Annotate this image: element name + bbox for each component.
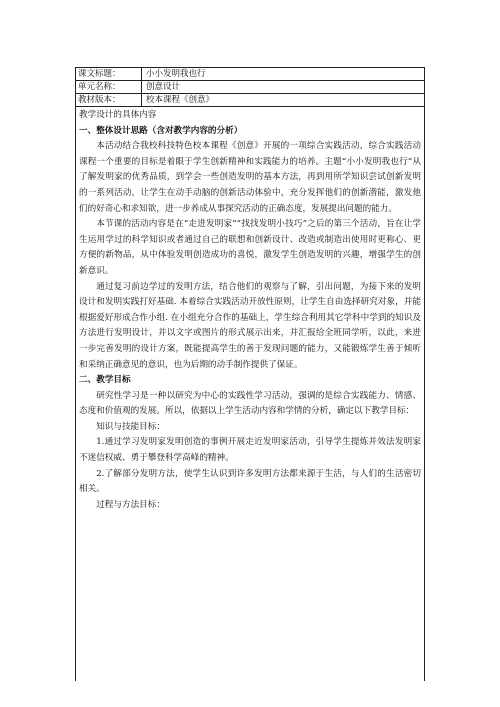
meta-row-title bbox=[76, 68, 424, 81]
content-intro: 教学设计的具体内容 bbox=[79, 110, 157, 120]
goal-item: 2.了解部分发明方法，使学生认识到许多发明方法都来源于生活，与人们的生活密切相关。 bbox=[79, 468, 421, 495]
meta-label: 单元名称： bbox=[76, 81, 142, 93]
meta-label: 课文标题： bbox=[76, 68, 142, 80]
meta-value: 校本课程《创意》 bbox=[146, 95, 215, 105]
section-heading-design: 一、整体设计思路（含对教学内容的分析） bbox=[79, 125, 243, 136]
paragraph: 本节课的活动内容是在“走进发明家”“找找发明小技巧”之后的第三个活动，旨在让学生运用学过的科学知识或者通过自己的联想和创新设计、改造或制造出使用时更称心、更方便的新物品，从中体验发明创造成功的喜悦，激发学生创造发明的兴趣，增强学生的创新意识。 bbox=[79, 219, 421, 276]
goal-item: 1.通过学习发明家发明创造的事例开展走近发明家活动，引导学生提炼并效法发明家不迷信权威、勇于攀登科学高峰的精神。 bbox=[79, 437, 421, 464]
paragraph: 本活动结合我校科技特色校本课程《创意》开展的一项综合实践活动，综合实践活动课程一个重要的目标是着眼于学生创新精神和实践能力的培养。主题“小小发明我也行”从了解发明家的优秀品质，到学会一些创造发明的基本方法，再到用所学知识尝试创新发明的一系列活动，让学生在动手动脑的创新活动体验中，充分发挥他们的创新潜能，激发他们的好奇心和求知欲，进一步养成从事探究活动的正确态度，发展提出问题的能力。 bbox=[79, 141, 421, 214]
content-cell bbox=[76, 107, 424, 681]
lesson-plan-table bbox=[75, 67, 425, 681]
meta-row-edition bbox=[76, 94, 424, 107]
paragraph: 研究性学习是一种以研究为中心的实践性学习活动，强调的是综合实践能力、情感、态度和价值观的发展。所以，依据以上学生活动内容和学情的分析，确定以下教学目标： bbox=[79, 390, 421, 417]
meta-value: 小小发明我也行 bbox=[146, 69, 206, 79]
paragraph: 通过复习前边学过的发明方法，结合他们的观察与了解，引出问题，为接下来的发明设计和发明实践打好基础. 本着综合实践活动开放性原则，让学生自由选择研究对象，并能根据爱好形成合作小组. 在小组充分合作的基础上，学生综合利用其它学科中学到的知识及方法进行发明设计，并以文字或图片的形式展示出来，并汇报给全班同学听，以此，来进一步完善发明的设计方案，既能提高学生的善于发现问题的能力，又能锻炼学生善于倾听和采纳正确意见的意识，也为后期的动手制作提供了保证。 bbox=[79, 281, 421, 370]
meta-value: 创意设计 bbox=[146, 82, 181, 92]
section-heading-goals: 二、教学目标 bbox=[79, 375, 131, 386]
goal-subheading: 知识与技能目标： bbox=[96, 421, 165, 432]
meta-row-unit bbox=[76, 81, 424, 94]
meta-label: 教材版本： bbox=[76, 94, 142, 106]
goal-subheading: 过程与方法目标： bbox=[96, 499, 165, 510]
